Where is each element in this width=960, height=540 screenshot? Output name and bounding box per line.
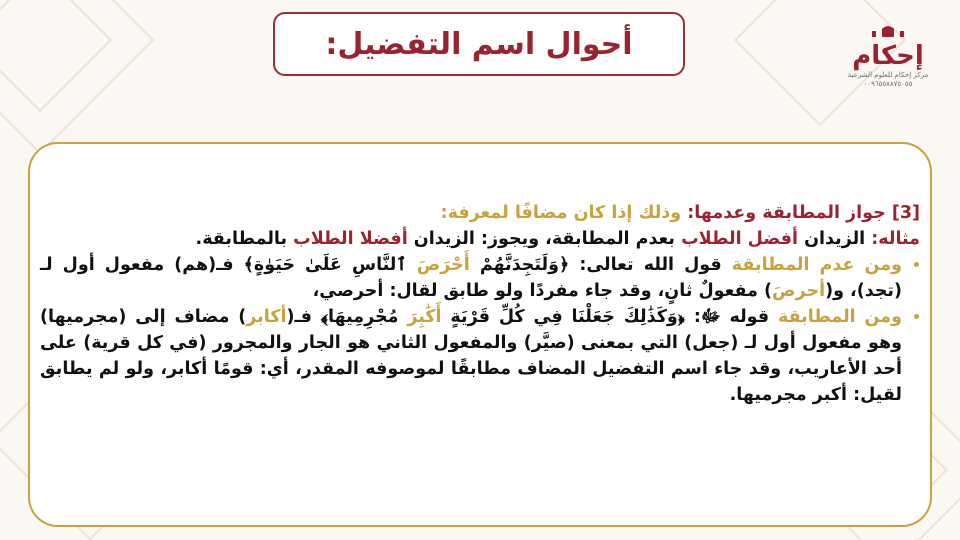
logo-subtitle: مركز إحكام للعلوم الشرعية xyxy=(847,71,929,79)
logo-phone: ٠٠٩٦٥٥٨٨٧٥٠٥٥ xyxy=(863,80,913,88)
example-word-2: أفضلا الطلاب xyxy=(293,229,408,249)
title-box xyxy=(273,12,685,76)
section-number: [3] xyxy=(891,203,920,223)
section-condition: وذلك إذا كان مضافًا لمعرفة: xyxy=(440,203,688,223)
logo-word: إحكام xyxy=(852,41,924,71)
bullet-list xyxy=(40,252,920,408)
content-text xyxy=(40,200,920,408)
bullet-non-agreement: • ومن عدم المطابقة قول الله تعالى: ﴿وَلَتَجِدَنَّهُمْ أَحْرَصَ ٱلنَّاسِ عَلَىٰ حَيَوٰةٍ﴾ فـ(هم) مفعول أول لـ (تجد)، و(أحرصَ) مفعولٌ ثانٍ، وقد جاء مفردًا ولو طابق لقال: أحرصي، xyxy=(40,252,902,304)
example-label: مثاله: xyxy=(871,229,920,249)
mosque-icon xyxy=(868,25,908,37)
section-heading xyxy=(40,200,920,226)
page-title: أحوال اسم التفضيل: xyxy=(325,26,633,62)
section-title: جواز المطابقة وعدمها: xyxy=(687,203,886,223)
bullet-1-word-1: أَحْرَصَ xyxy=(416,255,470,275)
bullet-2-lead: ومن المطابقة xyxy=(777,307,902,327)
bullet-agreement: • ومن المطابقة قوله ﷻ: ﴿وَكَذَٰلِكَ جَعَلْنَا فِي كُلِّ قَرْيَةٍ أَكَٰبِرَ مُجْرِمِيهَا﴾ فـ(أكابر) مضاف إلى (مجرميها) وهو مفعول أول لـ (جعل) التي بمعنى (صيَّر) والمفعول الثاني هو الجار والمجرور (في كل قرية) على أحد الأعاريب، وقد جاء اسم التفضيل المضاف مطابقًا لموصوفه المقدر، أي: قومًا أكابر، ولو لم يطابق لقيل: أكبر مجرميها. xyxy=(40,304,902,408)
logo xyxy=(838,22,938,92)
bullet-1-lead: ومن عدم المطابقة xyxy=(731,255,902,275)
bullet-2-word-1: أَكَٰبِرَ xyxy=(407,307,442,327)
bullet-2-word-2: أكابر xyxy=(246,307,287,327)
bullet-1-word-2: أحرصَ xyxy=(772,281,826,301)
example-word-1: أفضل الطلاب xyxy=(681,229,798,249)
example-paragraph: مثاله: الزيدان أفضل الطلاب بعدم المطابقة، ويجوز: الزيدان أفضلا الطلاب بالمطابقة. xyxy=(195,229,920,249)
